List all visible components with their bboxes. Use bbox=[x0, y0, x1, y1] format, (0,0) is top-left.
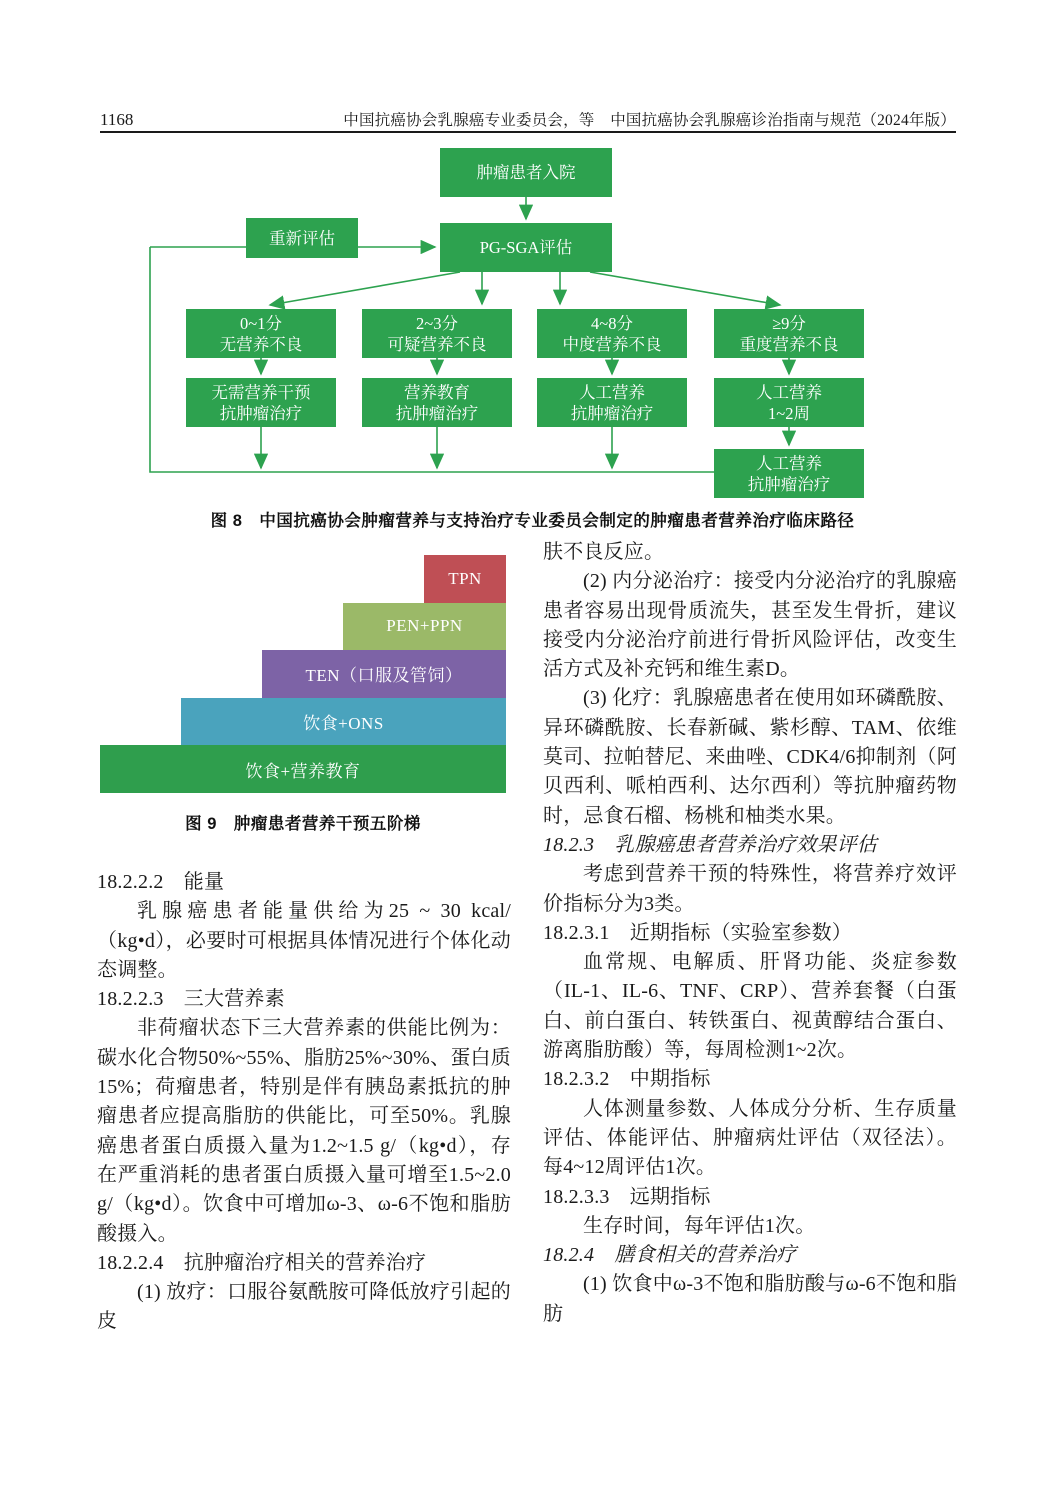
text-block: 乳腺癌患者能量供给为25 ~ 30 kcal/（kg•d），必要时可根据具体情况进行个体化动态调整。 bbox=[97, 900, 511, 981]
pyramid-step-label: TPN bbox=[448, 568, 482, 588]
text-block: 18.2.3.3 远期指标 bbox=[543, 1185, 711, 1208]
flow-node-reassess: 重新评估 bbox=[246, 218, 358, 258]
flow-node-plan0: 无需营养干预 抗肿瘤治疗 bbox=[186, 378, 336, 427]
text-block: 人体测量参数、人体成分分析、生存质量评估、体能评估、肿瘤病灶评估（双径法）。每4~12周评估1次。 bbox=[543, 1097, 957, 1179]
figure8-caption: 图 8 中国抗癌协会肿瘤营养与支持治疗专业委员会制定的肿瘤患者营养治疗临床路径 bbox=[210, 512, 855, 530]
text-block: 18.2.2.3 三大营养素 bbox=[97, 988, 285, 1011]
text-block: 18.2.3.2 中期指标 bbox=[543, 1068, 711, 1091]
figure9-pyramid bbox=[100, 555, 506, 793]
flow-node-score0: 0~1分 无营养不良 bbox=[186, 309, 336, 358]
journal-title: 中国抗癌协会乳腺癌专业委员会，等 中国抗癌协会乳腺癌诊治指南与规范（2024年版） bbox=[343, 112, 956, 129]
flow-node-plan9: 人工营养 1~2周 bbox=[714, 378, 864, 427]
arrow-pgsga-score9 bbox=[590, 272, 780, 305]
text-block: 18.2.3 乳腺癌患者营养治疗效果评估 bbox=[543, 833, 877, 856]
text-block: 18.2.3.1 近期指标（实验室参数） bbox=[543, 921, 852, 944]
feedback-line bbox=[150, 247, 714, 472]
header-rule bbox=[100, 131, 956, 133]
page-number: 1168 bbox=[100, 110, 134, 129]
pyramid-step-label: 饮食+ONS bbox=[303, 714, 384, 734]
text-block: 18.2.2.4 抗肿瘤治疗相关的营养治疗 bbox=[97, 1251, 427, 1274]
text-block: (1) 饮食中ω-3不饱和脂肪酸与ω-6不饱和脂肪 bbox=[543, 1273, 957, 1325]
text-block: 肤不良反应。 bbox=[543, 541, 665, 563]
text-block: (2) 内分泌治疗：接受内分泌治疗的乳腺癌患者容易出现骨质流失，甚至发生骨折，建议接受内分泌治疗前进行骨折风险评估，改变生活方式及补充钙和维生素D。 bbox=[543, 570, 957, 681]
flow-node-plan2: 营养教育 抗肿瘤治疗 bbox=[362, 378, 512, 427]
figure8-flowchart bbox=[110, 145, 955, 510]
pyramid-step bbox=[424, 555, 506, 603]
text-block: 生存时间，每年评估1次。 bbox=[583, 1214, 816, 1237]
pyramid-step bbox=[343, 603, 506, 651]
pyramid-step bbox=[181, 698, 506, 746]
right-text-column bbox=[543, 538, 957, 1329]
pyramid-step bbox=[262, 650, 506, 698]
pyramid-step bbox=[100, 745, 506, 793]
pyramid-step-label: PEN+PPN bbox=[386, 616, 463, 636]
text-block: 血常规、电解质、肝肾功能、炎症参数（IL-1、IL-6、TNF、CRP）、营养套餐（白蛋白、前白蛋白、转铁蛋白、视黄醇结合蛋白、游离脂肪酸）等，每周检测1~2次。 bbox=[543, 951, 957, 1062]
flow-node-final9: 人工营养 抗肿瘤治疗 bbox=[714, 449, 864, 498]
flow-node-score4: 4~8分 中度营养不良 bbox=[537, 309, 687, 358]
left-text-column bbox=[97, 868, 511, 1337]
flow-node-score9: ≥9分 重度营养不良 bbox=[714, 309, 864, 358]
text-block: (1) 放疗：口服谷氨酰胺可降低放疗引起的皮 bbox=[97, 1281, 511, 1333]
text-block: 考虑到营养干预的特殊性，将营养疗效评价指标分为3类。 bbox=[543, 863, 957, 915]
flow-node-pgsga: PG-SGA评估 bbox=[440, 223, 612, 272]
pyramid-step-label: 饮食+营养教育 bbox=[245, 761, 361, 781]
flow-node-admission: 肿瘤患者入院 bbox=[440, 148, 612, 197]
text-block: 18.2.4 膳食相关的营养治疗 bbox=[543, 1244, 797, 1267]
figure9-caption: 图 9 肿瘤患者营养干预五阶梯 bbox=[185, 815, 421, 833]
flow-node-plan4: 人工营养 抗肿瘤治疗 bbox=[537, 378, 687, 427]
text-block: 非荷瘤状态下三大营养素的供能比例为：碳水化合物50%~55%、脂肪25%~30%、蛋白质15%；荷瘤患者，特别是伴有胰岛素抵抗的肿瘤患者应提高脂肪的供能比，可至50%。乳腺癌患者蛋白质摄入量为1.2~1.5 g/（kg•d），存在严重消耗的患者蛋白质摄入量可增至1.5~2.0 g/（kg•d）。饮食中可增加ω-3、ω-6不饱和脂肪酸摄入。 bbox=[97, 1017, 511, 1245]
flow-node-score2: 2~3分 可疑营养不良 bbox=[362, 309, 512, 358]
page-header bbox=[100, 108, 956, 130]
text-block: (3) 化疗：乳腺癌患者在使用如环磷酰胺、异环磷酰胺、长春新碱、紫杉醇、TAM、依维莫司、拉帕替尼、来曲唑、CDK4/6抑制剂（阿贝西利、哌柏西利、达尔西利）等抗肿瘤药物时，忌食石榴、杨桃和柚类水果。 bbox=[543, 687, 957, 827]
text-block: 18.2.2.2 能量 bbox=[97, 871, 225, 893]
pyramid-step-label: TEN（口服及管饲） bbox=[305, 666, 463, 686]
arrow-pgsga-score0 bbox=[270, 272, 460, 305]
